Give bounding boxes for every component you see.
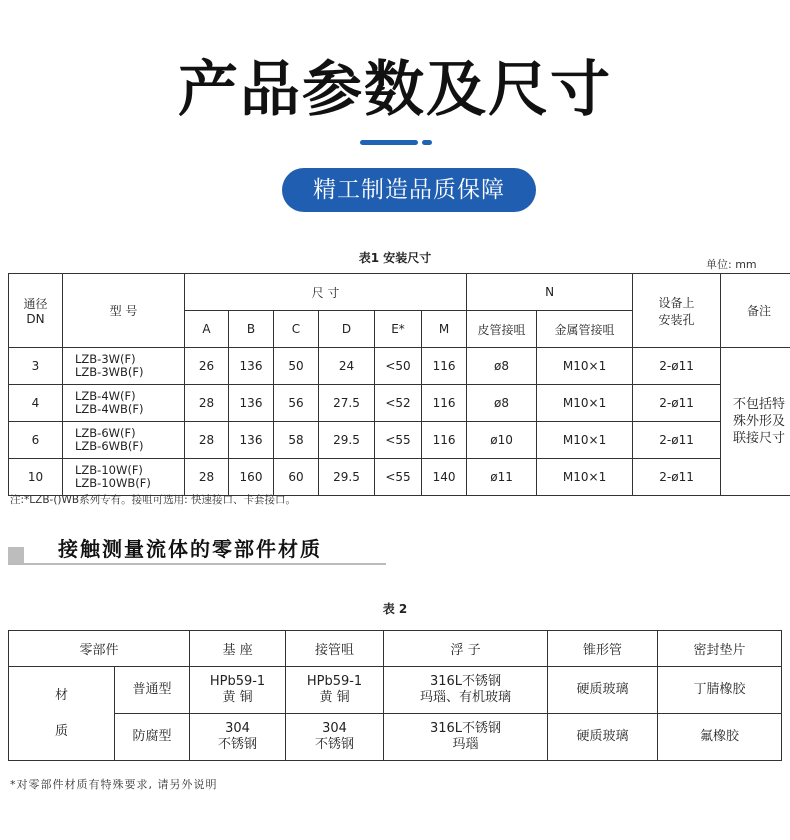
header-hole-line2: 安装孔 <box>658 312 695 327</box>
cell-hose-nozzle: ø8 <box>467 348 537 385</box>
cell-metal-nozzle: M10×1 <box>537 385 633 422</box>
cell-b: 136 <box>229 385 274 422</box>
model-line1: LZB-3W(F) <box>75 352 136 366</box>
table-row <box>9 348 790 385</box>
material-char1: 材 <box>54 687 68 703</box>
header-hole <box>633 274 721 348</box>
cell-d: 29.5 <box>319 459 375 496</box>
header-a: A <box>185 311 229 348</box>
cell-d: 27.5 <box>319 385 375 422</box>
header-float: 浮 子 <box>384 631 548 667</box>
cell-dn: 4 <box>9 385 63 422</box>
cell-seal: 丁腈橡胶 <box>658 667 782 714</box>
cell-metal-nozzle: M10×1 <box>537 459 633 496</box>
header-dn-sub: DN <box>26 312 45 326</box>
cell-tube: 硬质玻璃 <box>548 714 658 761</box>
header-d: D <box>319 311 375 348</box>
cell-metal-nozzle: M10×1 <box>537 422 633 459</box>
section-marker <box>8 547 24 563</box>
cell-e: <55 <box>375 422 422 459</box>
cell-a: 28 <box>185 385 229 422</box>
cell-e: <52 <box>375 385 422 422</box>
section-underline <box>8 563 386 565</box>
model-line1: LZB-4W(F) <box>75 389 136 403</box>
header-base: 基 座 <box>190 631 286 667</box>
cell-b: 136 <box>229 348 274 385</box>
cell-model <box>63 422 185 459</box>
remark-line: 联接尺寸 <box>733 431 786 446</box>
header-e: E* <box>375 311 422 348</box>
float-line1: 316L不锈钢 <box>429 721 502 736</box>
cell-model <box>63 348 185 385</box>
model-line1: LZB-10W(F) <box>75 463 143 477</box>
remark-line: 不包括特 <box>733 397 786 412</box>
table1-note: 注:*LZB-()WB系列专有。接咀可选用: 快速接口、卡套接口。 <box>10 494 296 506</box>
cell-c: 60 <box>274 459 319 496</box>
cell-m: 140 <box>422 459 467 496</box>
nozzle-line2: 不锈钢 <box>315 737 355 752</box>
title-underline <box>360 140 418 145</box>
header-hole-line1: 设备上 <box>658 295 695 310</box>
header-model: 型 号 <box>63 274 185 348</box>
float-line1: 316L不锈钢 <box>429 674 502 689</box>
header-dn <box>9 274 63 348</box>
cell-d: 29.5 <box>319 422 375 459</box>
header-c: C <box>274 311 319 348</box>
cell-d: 24 <box>319 348 375 385</box>
cell-float <box>384 667 548 714</box>
cell-c: 58 <box>274 422 319 459</box>
cell-m: 116 <box>422 385 467 422</box>
model-line1: LZB-6W(F) <box>75 426 136 440</box>
title-underline-dot <box>422 140 432 145</box>
cell-type: 普通型 <box>115 667 190 714</box>
header-hose-nozzle: 皮管接咀 <box>467 311 537 348</box>
cell-hose-nozzle: ø10 <box>467 422 537 459</box>
header-b: B <box>229 311 274 348</box>
material-char2: 质 <box>54 723 68 739</box>
nozzle-line1: 304 <box>322 721 347 736</box>
cell-float <box>384 714 548 761</box>
cell-dn: 3 <box>9 348 63 385</box>
header-metal-nozzle: 金属管接咀 <box>537 311 633 348</box>
cell-seal: 氟橡胶 <box>658 714 782 761</box>
base-line2: 不锈钢 <box>218 737 258 752</box>
cell-type: 防腐型 <box>115 714 190 761</box>
cell-a: 28 <box>185 459 229 496</box>
cell-hose-nozzle: ø11 <box>467 459 537 496</box>
cell-c: 50 <box>274 348 319 385</box>
cell-remark <box>721 348 790 496</box>
cell-material <box>9 667 115 761</box>
cell-tube: 硬质玻璃 <box>548 667 658 714</box>
installation-dimensions-table <box>8 273 790 496</box>
table-row <box>9 385 790 422</box>
model-line2: LZB-4WB(F) <box>75 402 144 416</box>
base-line2: 黄 铜 <box>222 690 253 705</box>
cell-c: 56 <box>274 385 319 422</box>
float-line2: 玛瑙、有机玻璃 <box>420 690 512 705</box>
header-tube: 锥形管 <box>548 631 658 667</box>
header-n: N <box>467 274 633 311</box>
section-title: 接触测量流体的零部件材质 <box>58 537 322 561</box>
cell-hole: 2-ø11 <box>633 348 721 385</box>
base-line1: 304 <box>225 721 250 736</box>
cell-a: 28 <box>185 422 229 459</box>
table-row <box>9 459 790 496</box>
base-line1: HPb59-1 <box>209 674 266 689</box>
header-m: M <box>422 311 467 348</box>
table2-caption: 表 2 <box>382 602 408 616</box>
cell-e: <55 <box>375 459 422 496</box>
cell-nozzle <box>286 667 384 714</box>
nozzle-line1: HPb59-1 <box>306 674 363 689</box>
nozzle-line2: 黄 铜 <box>319 690 350 705</box>
header-seal: 密封垫片 <box>658 631 782 667</box>
cell-m: 116 <box>422 422 467 459</box>
table-row <box>9 714 782 761</box>
remark-line: 殊外形及 <box>733 414 786 429</box>
table1-caption: 表1 安装尺寸 <box>358 251 432 265</box>
cell-b: 160 <box>229 459 274 496</box>
table1-unit: 单位: mm <box>706 258 757 271</box>
table-row <box>9 667 782 714</box>
cell-b: 136 <box>229 422 274 459</box>
materials-table <box>8 630 782 761</box>
cell-a: 26 <box>185 348 229 385</box>
header-nozzle: 接管咀 <box>286 631 384 667</box>
model-line2: LZB-6WB(F) <box>75 439 144 453</box>
float-line2: 玛瑙 <box>452 737 479 752</box>
cell-metal-nozzle: M10×1 <box>537 348 633 385</box>
header-part: 零部件 <box>9 631 190 667</box>
subtitle-badge: 精工制造品质保障 <box>282 168 536 212</box>
cell-nozzle <box>286 714 384 761</box>
cell-base <box>190 714 286 761</box>
cell-dn: 10 <box>9 459 63 496</box>
cell-hose-nozzle: ø8 <box>467 385 537 422</box>
page-title: 产品参数及尺寸 <box>178 55 612 125</box>
cell-e: <50 <box>375 348 422 385</box>
header-remark: 备注 <box>721 274 790 348</box>
header-dn-label: 通径 <box>23 297 48 311</box>
cell-hole: 2-ø11 <box>633 422 721 459</box>
model-line2: LZB-3WB(F) <box>75 365 144 379</box>
cell-dn: 6 <box>9 422 63 459</box>
table-row <box>9 422 790 459</box>
cell-hole: 2-ø11 <box>633 385 721 422</box>
cell-m: 116 <box>422 348 467 385</box>
cell-model <box>63 385 185 422</box>
cell-base <box>190 667 286 714</box>
cell-hole: 2-ø11 <box>633 459 721 496</box>
table2-note: *对零部件材质有特殊要求, 请另外说明 <box>10 778 218 791</box>
header-size: 尺 寸 <box>185 274 467 311</box>
cell-model <box>63 459 185 496</box>
model-line2: LZB-10WB(F) <box>75 476 151 490</box>
